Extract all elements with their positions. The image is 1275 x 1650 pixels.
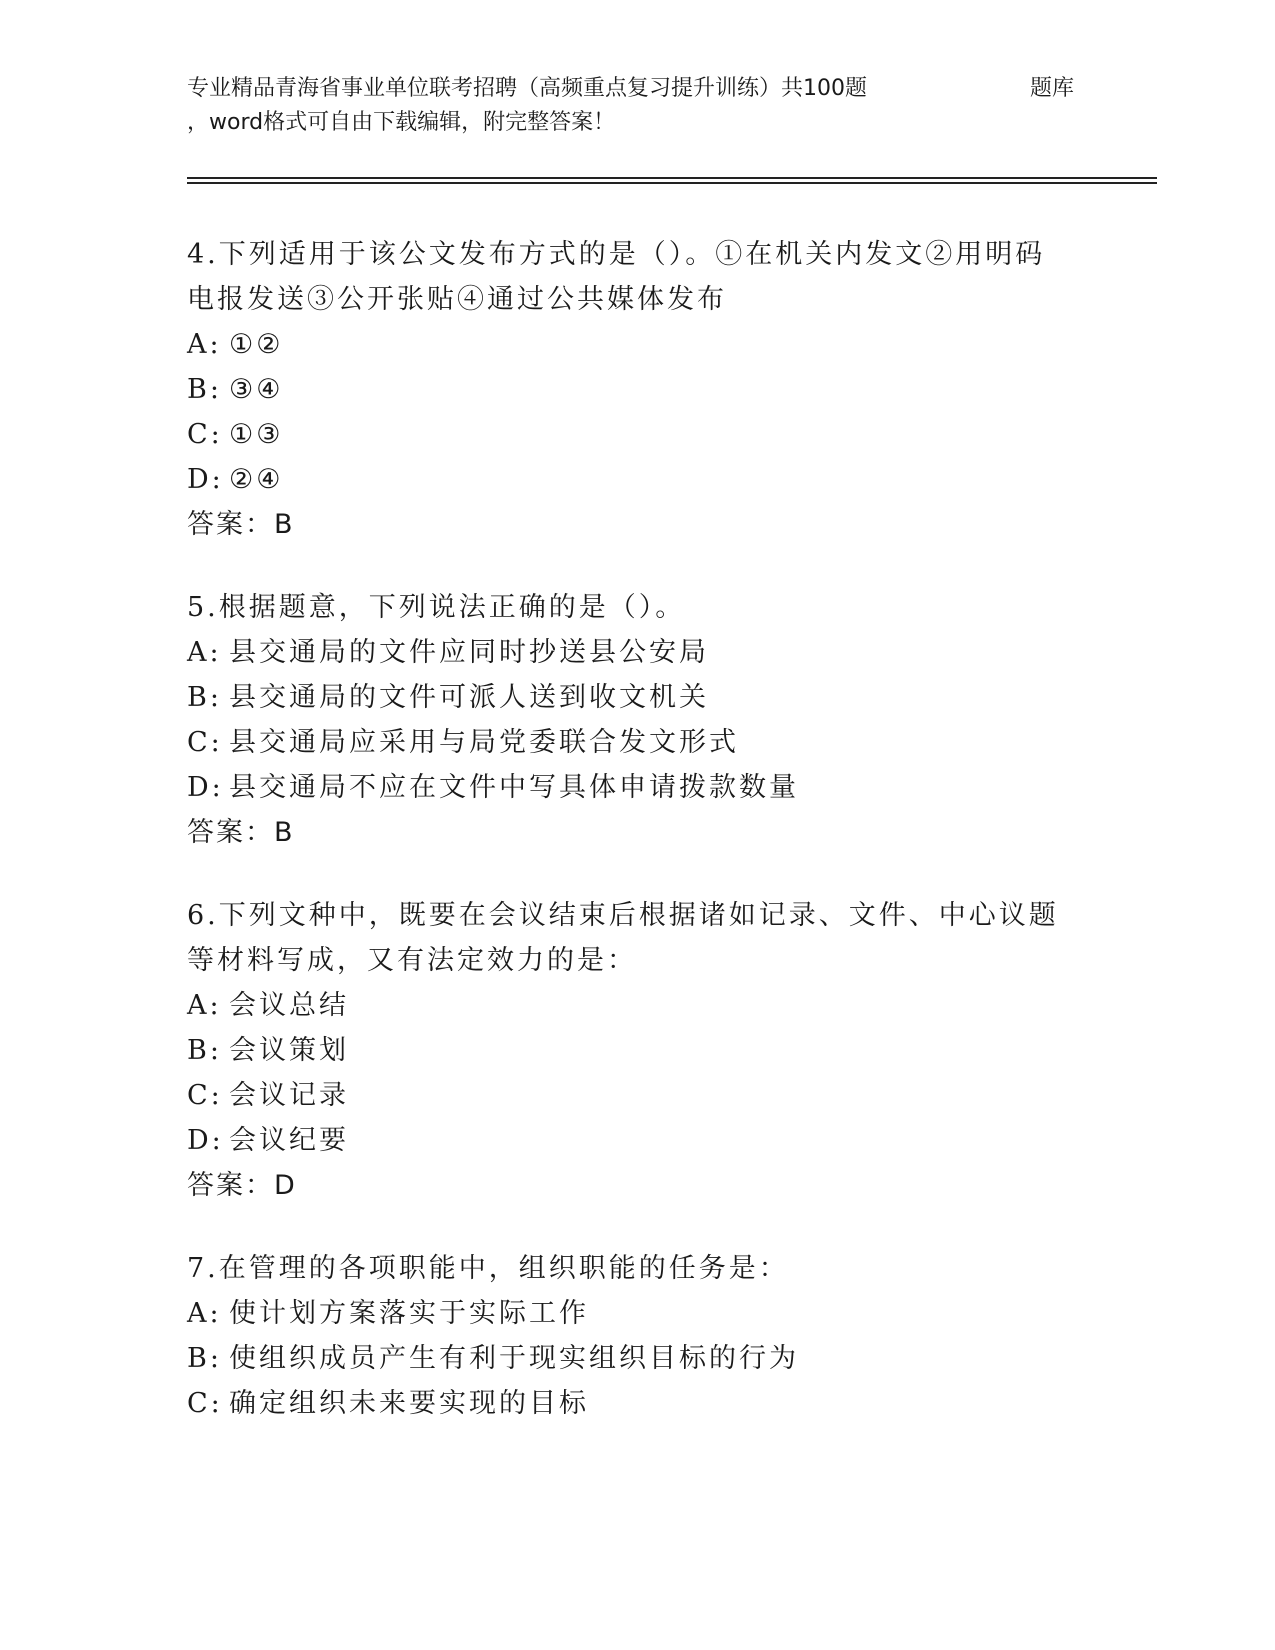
header-divider-top	[187, 177, 1157, 179]
option-label: A:	[187, 637, 222, 668]
answer-line: 答案：B	[187, 817, 295, 848]
option-label: D:	[187, 772, 224, 803]
option-label: B:	[187, 1343, 222, 1374]
option-label: C:	[187, 1080, 223, 1111]
option-text: 县交通局应采用与局党委联合发文形式	[229, 727, 739, 758]
question-stem: 4.下列适用于该公文发布方式的是（）。①在机关内发文②用明码电报发送③公开张贴④通过公共媒体发布	[187, 239, 1046, 315]
question-list	[187, 232, 1067, 1464]
header-tag: 题库	[1030, 76, 1075, 101]
option-c	[187, 1381, 1067, 1426]
option-label: C:	[187, 727, 223, 758]
option-label: B:	[187, 1035, 222, 1066]
option-text: ②④	[229, 464, 284, 495]
answer-line: 答案：D	[187, 1170, 297, 1201]
option-label: B:	[187, 374, 222, 405]
option-a	[187, 1291, 1067, 1336]
option-text: 县交通局不应在文件中写具体申请拨款数量	[229, 772, 799, 803]
option-text: 会议策划	[229, 1035, 349, 1066]
option-text: 会议纪要	[229, 1125, 349, 1156]
option-text: 使组织成员产生有利于现实组织目标的行为	[229, 1343, 799, 1374]
option-label: A:	[187, 1298, 222, 1329]
option-a	[187, 322, 1067, 367]
header-divider-bottom	[187, 182, 1157, 184]
option-d	[187, 1118, 1067, 1163]
option-text: ①③	[229, 419, 284, 450]
question-7	[187, 1246, 1067, 1426]
question-stem: 5.根据题意，下列说法正确的是（）。	[187, 592, 686, 623]
option-text: 会议记录	[229, 1080, 349, 1111]
option-b	[187, 675, 1067, 720]
option-label: C:	[187, 1388, 223, 1419]
option-label: C:	[187, 419, 223, 450]
option-c	[187, 1073, 1067, 1118]
option-text: 县交通局的文件可派人送到收文机关	[229, 682, 709, 713]
option-label: D:	[187, 1125, 224, 1156]
option-a	[187, 630, 1067, 675]
option-a	[187, 983, 1067, 1028]
document-title: 专业精品青海省事业单位联考招聘（高频重点复习提升训练）共100题	[187, 76, 867, 101]
option-b	[187, 1028, 1067, 1073]
answer-line: 答案：B	[187, 509, 295, 540]
question-4	[187, 232, 1067, 547]
option-b	[187, 367, 1067, 412]
document-subtitle: ，word格式可自由下载编辑，附完整答案！	[187, 110, 616, 135]
option-b	[187, 1336, 1067, 1381]
question-stem: 6.下列文种中，既要在会议结束后根据诸如记录、文件、中心议题等材料写成，又有法定效力的是：	[187, 900, 1059, 976]
question-stem: 7.在管理的各项职能中，组织职能的任务是：	[187, 1253, 789, 1284]
option-label: A:	[187, 329, 222, 360]
page-header	[187, 72, 1157, 142]
option-c	[187, 720, 1067, 765]
question-5	[187, 585, 1067, 855]
option-text: 县交通局的文件应同时抄送县公安局	[229, 637, 709, 668]
option-label: D:	[187, 464, 224, 495]
option-text: 确定组织未来要实现的目标	[229, 1388, 589, 1419]
option-d	[187, 457, 1067, 502]
option-text: ①②	[229, 329, 284, 360]
option-c	[187, 412, 1067, 457]
question-6	[187, 893, 1067, 1208]
option-text: 使计划方案落实于实际工作	[229, 1298, 589, 1329]
option-d	[187, 765, 1067, 810]
option-text: 会议总结	[229, 990, 349, 1021]
option-text: ③④	[229, 374, 284, 405]
option-label: A:	[187, 990, 222, 1021]
option-label: B:	[187, 682, 222, 713]
